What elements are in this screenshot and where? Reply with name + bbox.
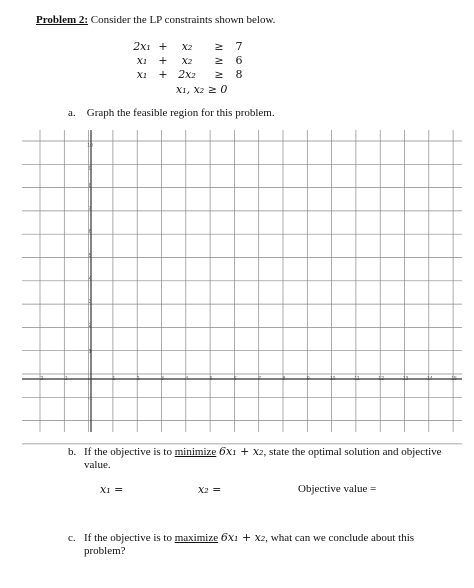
- y-tick-label: 10: [87, 143, 93, 149]
- part-b-text-1: If the objective is to: [84, 446, 172, 458]
- y-tick-label: 4: [88, 276, 92, 282]
- x-tick-label: 6: [234, 376, 237, 382]
- x-tick-label: 8: [282, 376, 286, 382]
- part-a-text: Graph the feasible region for this problem.: [86, 107, 275, 119]
- x-tick-label: 5: [209, 376, 213, 382]
- x-tick-label: 3: [161, 376, 164, 382]
- part-b-letter: b.: [68, 446, 77, 458]
- y-tick-label: 7: [88, 206, 92, 212]
- y-tick-label: 3: [88, 299, 92, 305]
- x-tick-label: 7: [258, 376, 262, 382]
- part-b-text-2: , state the optimal solution and objective: [263, 446, 442, 458]
- part-c-text-3: problem?: [84, 545, 126, 557]
- y-tick-label: 9: [88, 166, 92, 172]
- constraint-rhs: 6: [235, 54, 243, 67]
- x-tick-label: 9: [306, 376, 310, 382]
- constraint-op: +: [158, 54, 168, 67]
- y-tick-label: 8: [88, 183, 92, 189]
- x-tick-label: 11: [354, 376, 360, 382]
- x-tick-label: 10: [329, 376, 336, 382]
- constraint-op: +: [158, 68, 168, 81]
- objective-value-label: Objective value =: [298, 483, 377, 495]
- x-tick-label: -2: [38, 376, 44, 382]
- constraint-rhs: 7: [235, 40, 243, 53]
- part-b-text-3: value.: [84, 459, 111, 471]
- x-tick-label: 2: [136, 376, 140, 382]
- part-c-text-2: , what can we conclude about this: [265, 532, 415, 544]
- x-tick-label: 15: [451, 376, 457, 382]
- constraint-lhs1: 2x₁: [133, 40, 151, 53]
- part-c-letter: c.: [68, 532, 76, 544]
- constraint-lhs2: x₂: [181, 54, 193, 67]
- x-tick-label: 4: [185, 376, 189, 382]
- problem-label: Problem 2:: [36, 14, 89, 26]
- part-b: [68, 445, 468, 472]
- constraint-lhs2: x₂: [181, 40, 193, 53]
- y-tick-label: 5: [88, 253, 92, 259]
- x2-answer-label: x₂ =: [198, 483, 222, 496]
- y-tick-label: -1: [87, 396, 93, 402]
- x-tick-label: -1: [63, 376, 68, 382]
- y-tick-label: 1: [88, 349, 92, 355]
- y-tick-label: 2: [88, 323, 92, 329]
- constraint-lhs1: x₁: [136, 54, 148, 67]
- x-tick-label: 1: [112, 376, 116, 382]
- constraint-lhs2: 2x₂: [178, 68, 196, 81]
- constraint-rhs: 8: [235, 68, 243, 81]
- part-c-keyword: maximize: [174, 532, 219, 544]
- x1-answer-label: x₁ =: [100, 483, 124, 496]
- problem-intro: Consider the LP constraints shown below.: [90, 14, 276, 26]
- part-c-objective: 6x₁ + x₂: [220, 531, 266, 544]
- part-b-objective: 6x₁ + x₂: [219, 445, 264, 458]
- x-tick-label: 12: [378, 376, 384, 382]
- part-a-letter: a.: [68, 107, 76, 119]
- x-tick-label: 13: [402, 376, 409, 382]
- y-tick-label: 6: [88, 229, 92, 235]
- constraint-rel: ≥: [214, 68, 224, 81]
- constraint-rel: ≥: [214, 40, 224, 53]
- constraint-op: +: [158, 40, 168, 53]
- constraint-lhs1: x₁: [136, 68, 148, 81]
- constraint-rel: ≥: [214, 54, 224, 67]
- x-tick-label: 14: [427, 376, 433, 382]
- part-b-keyword: minimize: [174, 446, 217, 458]
- nonnegativity-constraint: x₁, x₂ ≥ 0: [176, 83, 228, 96]
- part-c: [68, 531, 468, 558]
- part-c-text-1: If the objective is to: [84, 532, 172, 544]
